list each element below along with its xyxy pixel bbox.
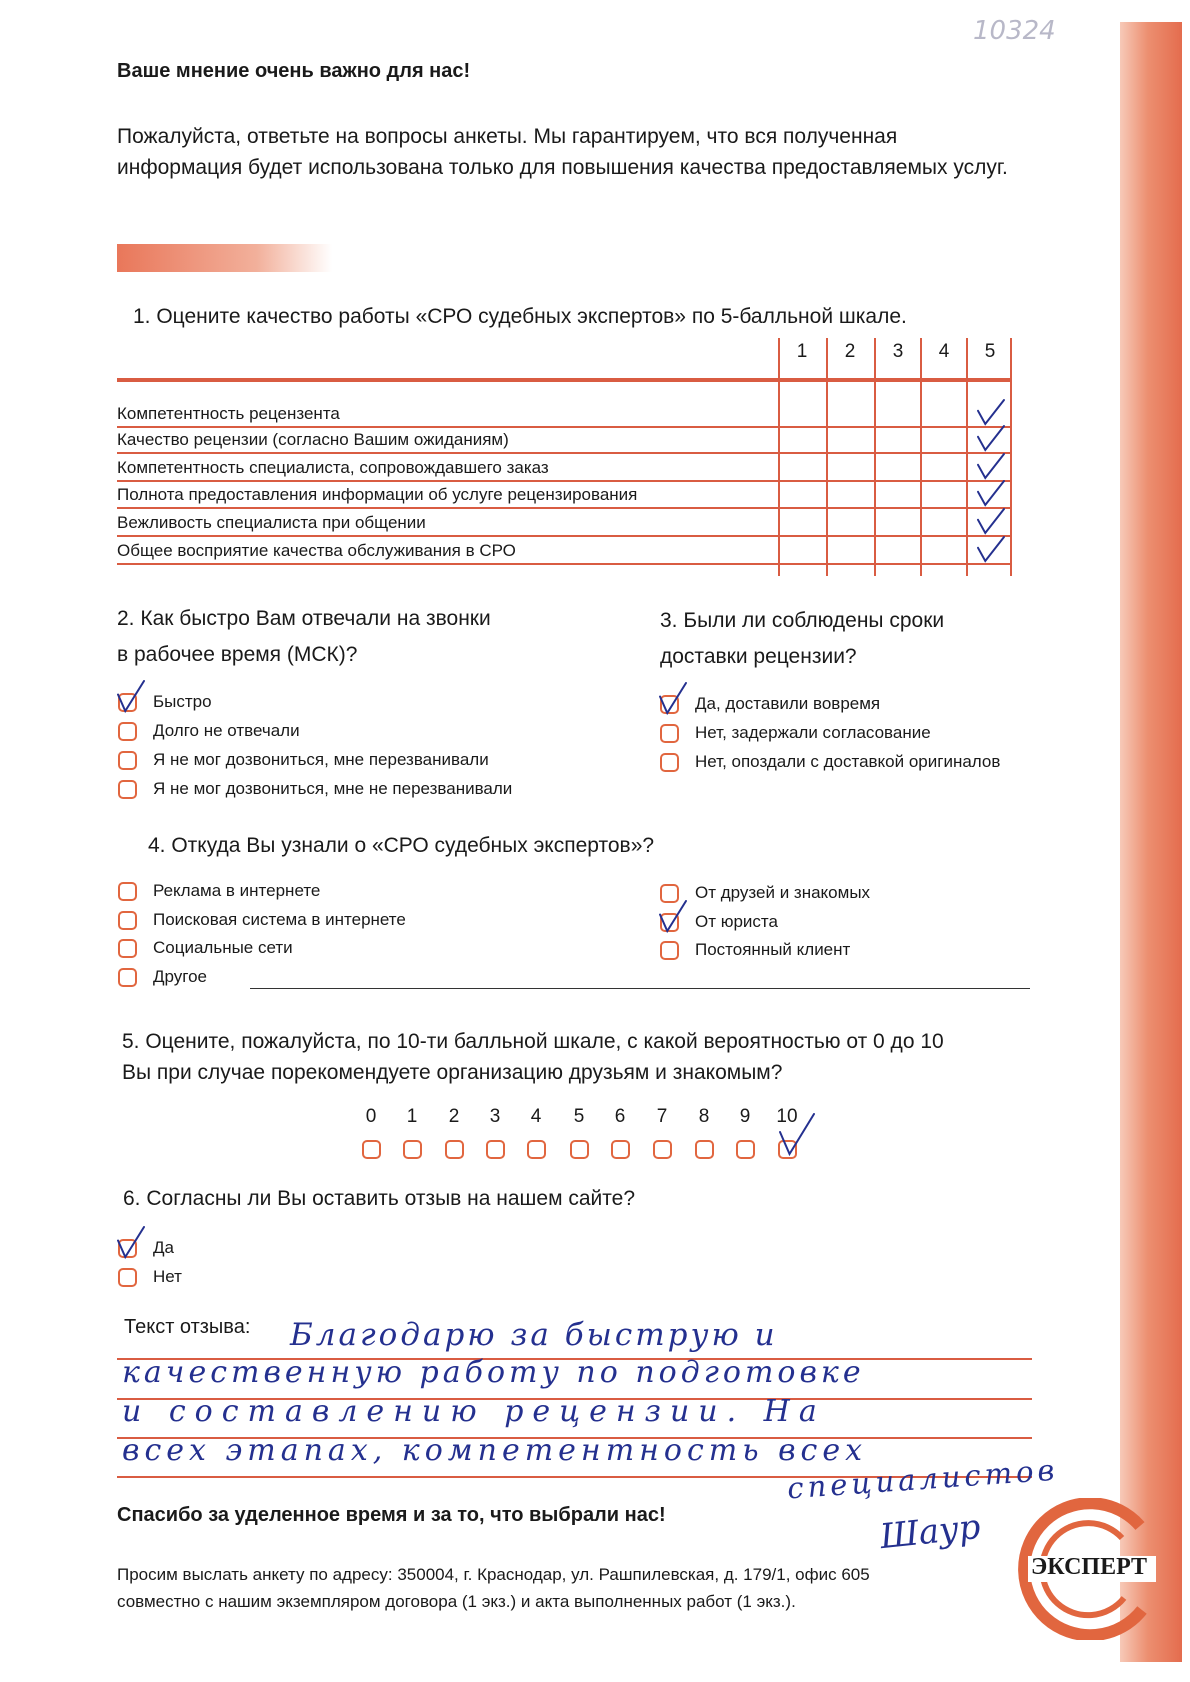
q2-option-label-2: Я не мог дозвониться, мне перезванивали [153,750,489,769]
q4-right-option-label-0: От друзей и знакомых [695,883,871,902]
q5-scale-box-2[interactable] [445,1140,464,1159]
q5-scale-number-6: 6 [614,1106,626,1127]
q4-left-checkbox-3[interactable] [118,968,137,987]
q2-checkbox-1[interactable] [118,722,137,741]
q1-row-label-5: Общее восприятие качества обслуживания в СРО [117,541,516,560]
section-divider-strip [117,244,332,272]
review-handwriting-line-4: всех этапах, компетентность всех [122,1433,868,1468]
q5-scale-number-8: 8 [698,1106,710,1127]
q4-right-check-mark-1 [660,901,686,936]
q1-row-check-mark-4 [978,509,1004,538]
q1-row-rule-2 [117,480,1012,482]
q3-option-label-1: Нет, задержали согласование [695,723,931,742]
review-label: Текст отзыва: [124,1316,251,1338]
q1-row-label-0: Компетентность рецензента [117,404,340,423]
q4-left-checkbox-2[interactable] [118,939,137,958]
q5-scale-box-0[interactable] [362,1140,381,1159]
q1-score-header-2: 2 [844,341,856,362]
q4-left-option-label-1: Поисковая система в интернете [153,909,406,929]
q1-row-rule-3 [117,507,1012,509]
q1-row-label-4: Вежливость специалиста при общении [117,513,426,532]
review-handwriting-line-3: и составлению рецензии. На [122,1394,826,1429]
q1-score-header-4: 4 [938,341,950,362]
q5-scale-box-8[interactable] [695,1140,714,1159]
q2-checkbox-2[interactable] [118,751,137,770]
q1-score-header-5: 5 [984,341,996,362]
q1-header-rule [117,378,1012,382]
q2-option-label-3: Я не мог дозвониться, мне не перезванивали [153,779,513,798]
q6-question: 6. Согласны ли Вы оставить отзыв на нашем сайте? [123,1187,636,1210]
q5-scale-box-3[interactable] [486,1140,505,1159]
q5-scale-box-9[interactable] [736,1140,755,1159]
footer-address-line1: Просим выслать анкету по адресу: 350004, г. Краснодар, ул. Рашпилевская, д. 179/1, офис 605 [117,1565,870,1584]
other-answer-line [250,988,1030,989]
q4-left-option-label-3: Другое [153,966,208,986]
q1-question: 1. Оцените качество работы «СРО судебных экспертов» по 5-балльной шкале. [133,305,907,328]
decorative-side-bar [1120,22,1182,1662]
q4-right-checkbox-2[interactable] [660,941,679,960]
q1-column-divider-2 [874,338,876,576]
q3-checkbox-2[interactable] [660,753,679,772]
q4-left-checkbox-1[interactable] [118,911,137,930]
q2-question-line1: 2. Как быстро Вам отвечали на звонки [117,607,491,630]
q3-option-label-2: Нет, опоздали с доставкой оригиналов [695,752,1001,771]
q1-row-rule-0 [117,426,1012,428]
q4-right-option-label-2: Постоянный клиент [695,940,851,959]
q1-column-divider-0 [778,338,780,576]
q1-row-rule-5 [117,563,1012,565]
q5-scale-box-5[interactable] [570,1140,589,1159]
q2-question-line2: в рабочее время (МСК)? [117,643,358,666]
q6-option-label-0: Да [153,1238,174,1257]
q5-question-line2: Вы при случае порекомендуете организацию друзьям и знакомым? [122,1061,783,1084]
handwritten-doc-number: 10324 [973,16,1056,46]
q3-checkbox-1[interactable] [660,724,679,743]
q6-option-label-1: Нет [153,1267,182,1286]
q1-score-header-3: 3 [892,341,904,362]
q1-row-label-1: Качество рецензии (согласно Вашим ожиданиям) [117,430,509,449]
q1-row-check-mark-5 [978,537,1004,566]
q5-scale-box-1[interactable] [403,1140,422,1159]
q5-scale-number-1: 1 [406,1106,418,1127]
page-title: Ваше мнение очень важно для нас! [117,60,471,82]
thanks-text: Спасибо за уделенное время и за то, что выбрали нас! [117,1504,666,1526]
q1-column-divider-1 [826,338,828,576]
q1-row-check-mark-2 [978,454,1004,483]
expert-logo [1010,1498,1160,1640]
q1-column-divider-4 [966,338,968,576]
q5-scale-number-4: 4 [530,1106,542,1127]
q4-question: 4. Откуда Вы узнали о «СРО судебных экспертов»? [148,834,655,857]
q5-scale-number-5: 5 [573,1106,585,1127]
q5-scale-number-0: 0 [365,1106,377,1127]
q5-scale-number-10: 10 [776,1106,798,1127]
q3-question-line1: 3. Были ли соблюдены сроки [660,609,945,632]
review-handwriting-line-1: Благодарю за быструю и [290,1317,778,1353]
q1-row-check-mark-1 [978,426,1004,455]
q5-question-line1: 5. Оцените, пожалуйста, по 10-ти балльной шкале, с какой вероятностью от 0 до 10 [122,1030,944,1053]
q1-row-label-2: Компетентность специалиста, сопровождавшего заказ [117,458,549,477]
intro-text: Пожалуйста, ответьте на вопросы анкеты. Мы гарантируем, что вся полученная информация будет использована только для повышения качества предоставляемых услуг. [117,125,1008,179]
q1-row-label-3: Полнота предоставления информации об услуге рецензирования [117,485,638,504]
q1-column-divider-5 [1010,338,1012,576]
q6-check-mark-0 [118,1227,144,1262]
q2-check-mark-0 [118,681,144,716]
q3-option-label-0: Да, доставили вовремя [695,694,881,713]
q5-scale-box-7[interactable] [653,1140,672,1159]
q5-scale-box-4[interactable] [527,1140,546,1159]
q6-checkbox-1[interactable] [118,1268,137,1287]
q4-left-option-label-0: Реклама в интернете [153,881,321,900]
q1-score-header-1: 1 [796,341,808,362]
q5-scale-number-3: 3 [489,1106,501,1127]
q1-row-rule-1 [117,452,1012,454]
q2-checkbox-3[interactable] [118,780,137,799]
signature: Шаур [878,1506,983,1558]
q4-left-option-label-2: Социальные сети [153,938,293,957]
q4-right-option-label-1: От юриста [695,911,778,931]
q1-row-rule-4 [117,535,1012,537]
q1-row-check-mark-3 [978,481,1004,510]
q5-scale-box-6[interactable] [611,1140,630,1159]
q5-scale-number-9: 9 [739,1106,751,1127]
q2-option-label-1: Долго не отвечали [153,721,300,740]
q1-row-check-mark-0 [978,400,1004,429]
q3-question-line2: доставки рецензии? [660,645,857,668]
q5-check-mark-10 [780,1114,814,1159]
q5-scale-number-7: 7 [656,1106,668,1127]
review-handwriting-line-2: качественную работу по подготовке [122,1355,865,1390]
footer-address-line2: совместно с нашим экземпляром договора (1 экз.) и акта выполненных работ (1 экз.). [117,1592,796,1611]
q2-option-label-0: Быстро [153,692,212,711]
q1-column-divider-3 [920,338,922,576]
logo-text: ЭКСПЕРТ [1031,1554,1148,1580]
q4-left-checkbox-0[interactable] [118,882,137,901]
q5-scale-number-2: 2 [448,1106,460,1127]
review-handwriting-line-5: специалистов [786,1452,1060,1506]
q3-check-mark-0 [660,683,686,718]
